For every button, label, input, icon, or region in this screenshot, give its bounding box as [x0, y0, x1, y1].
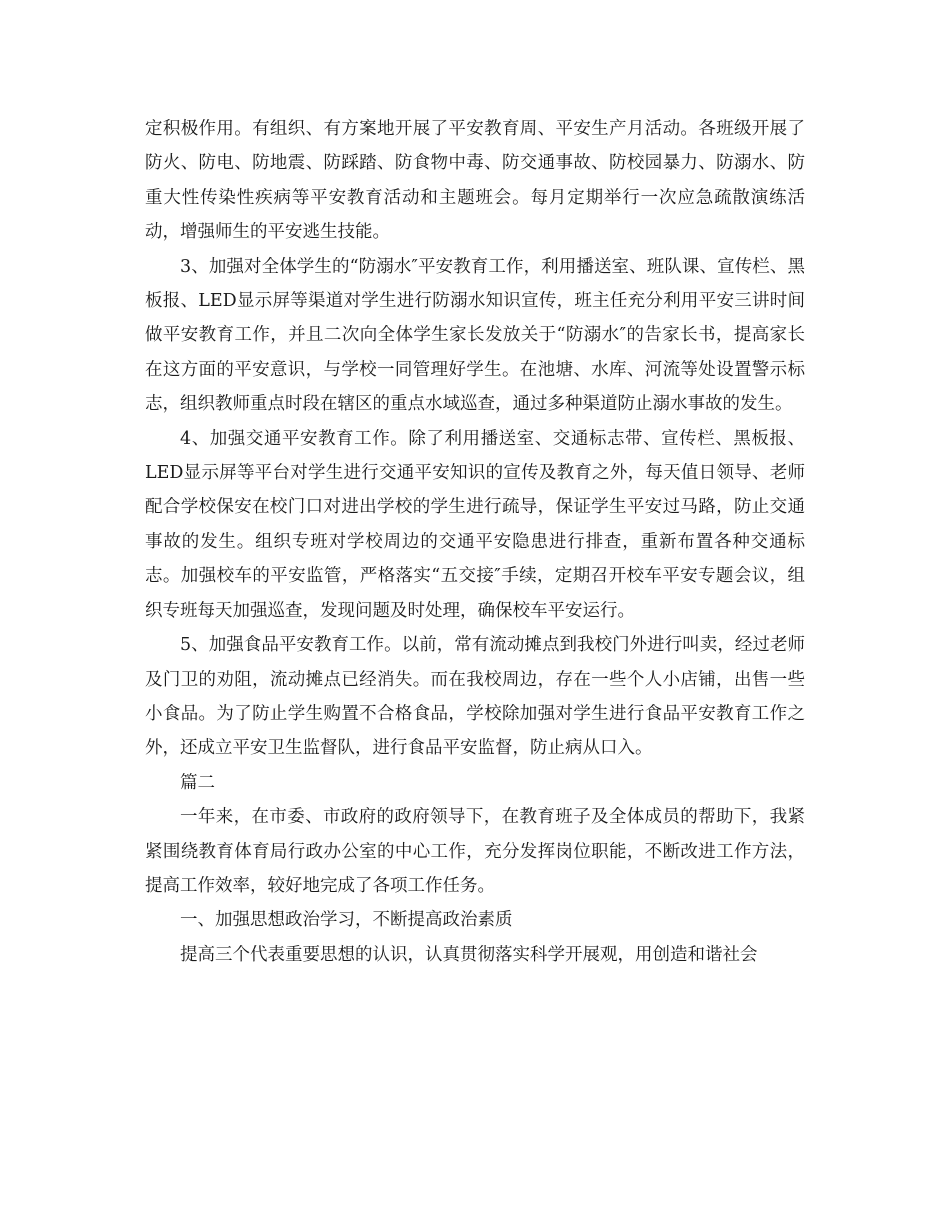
- paragraph-truncated: 提高三个代表重要思想的认识，认真贯彻落实科学开展观，用创造和谐社会: [180, 944, 758, 965]
- paragraph-item-4: 4、加强交通平安教育工作。除了利用播送室、交通标志带、宣传栏、黑板报、LED显示屏等平台对学生进行交通平安知识的宣传及教育之外，每天值日领导、老师配合学校保安在校门口对进出学校的学生进行疏导，保证学生平安过马路，防止交通事故的发生。组织专班对学校周边的交通平安隐患进行排查，重新布置各种交通标志。加强校车的平安监管，严格落实“五交接″手续，定期召开校车平安专题会议，组织专班每天加强巡查，发现问题及时处理，确保校车平安运行。: [145, 428, 805, 621]
- paragraph-continuation: 定积极作用。有组织、有方案地开展了平安教育周、平安生产月活动。各班级开展了防火、防电、防地震、防踩踏、防食物中毒、防交通事故、防校园暴力、防溺水、防重大性传染性疾病等平安教育活动和主题班会。每月定期举行一次应急疏散演练活动，增强师生的平安逃生技能。: [145, 119, 805, 243]
- paragraph-item-3: 3、加强对全体学生的“防溺水″平安教育工作，利用播送室、班队课、宣传栏、黑板报、LED显示屏等渠道对学生进行防溺水知识宣传，班主任充分利用平安三讲时间做平安教育工作，并且二次向全体学生家长发放关于“防溺水″的告家长书，提高家长在这方面的平安意识，与学校一同管理好学生。在池塘、水库、河流等处设置警示标志，组织教师重点时段在辖区的重点水域巡查，通过多种渠道防止溺水事故的发生。: [145, 256, 805, 415]
- document-body: [145, 112, 805, 972]
- section-heading-part-two: 篇二: [180, 772, 215, 793]
- section-heading-one: 一、加强思想政治学习，不断提高政治素质: [180, 910, 513, 931]
- paragraph-intro: 一年来，在市委、市政府的政府领导下，在教育班子及全体成员的帮助下，我紧紧围绕教育体育局行政办公室的中心工作，充分发挥岗位职能，不断改进工作方法，提高工作效率，较好地完成了各项工作任务。: [145, 807, 805, 896]
- paragraph-item-5: 5、加强食品平安教育工作。以前，常有流动摊点到我校门外进行叫卖，经过老师及门卫的劝阻，流动摊点已经消失。而在我校周边，存在一些个人小店铺，出售一些小食品。为了防止学生购置不合格食品，学校除加强对学生进行食品平安教育工作之外，还成立平安卫生监督队，进行食品平安监督，防止病从口入。: [145, 635, 805, 759]
